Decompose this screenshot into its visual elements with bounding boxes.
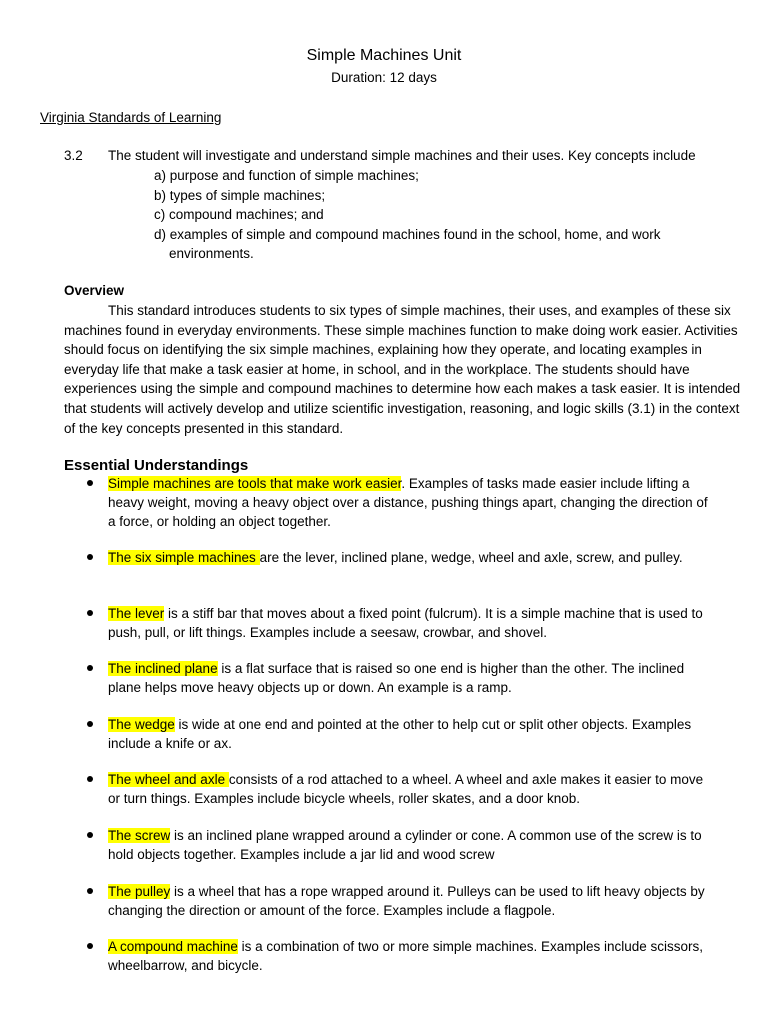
highlighted-term: The wedge	[108, 717, 175, 732]
bullet-icon	[87, 721, 93, 727]
item-description: is an inclined plane wrapped around a cylinder or cone. A common use of the screw is to hold objects together. Examples include a jar lid and wood screw	[108, 828, 702, 862]
key-concepts-list	[154, 166, 714, 264]
bullet-icon	[87, 480, 93, 486]
document-duration: Duration: 12 days	[331, 70, 437, 85]
highlighted-term: The screw	[108, 828, 171, 843]
item-description: is wide at one end and pointed at the other to help cut or split other objects. Examples include a knife or ax.	[108, 717, 692, 751]
list-item-text	[108, 474, 718, 531]
bullet-icon	[87, 554, 93, 560]
highlighted-term: The lever	[108, 606, 165, 621]
bullet-icon	[87, 832, 93, 838]
item-description: is a combination of two or more simple machines. Examples include scissors, wheelbarrow, and bicycle.	[108, 939, 704, 973]
overview-heading: Overview	[64, 283, 125, 298]
item-description: is a flat surface that is raised so one end is higher than the other. The inclined plane helps move heavy objects up or down. An example is a ramp.	[108, 661, 685, 695]
key-concept-item: b) types of simple machines;	[154, 187, 326, 203]
bullet-icon	[87, 665, 93, 671]
highlighted-term: A compound machine	[108, 939, 238, 954]
item-description: is a wheel that has a rope wrapped around it. Pulleys can be used to lift heavy objects by changing the direction or amount of the force. Examples include a flagpole.	[108, 884, 705, 918]
key-concept-item: c) compound machines; and	[154, 207, 324, 223]
key-concept-item: d) examples of simple and compound machines found in the school, home, and work environments.	[154, 226, 661, 262]
list-item-text	[108, 826, 718, 864]
standard-text: The student will investigate and understand simple machines and their uses. Key concepts include	[108, 148, 696, 163]
standard-number: 3.2	[64, 148, 83, 163]
list-item-text	[108, 548, 718, 567]
overview-paragraph: This standard introduces students to six types of simple machines, their uses, and examples of these six machines found in everyday environments. These simple machines function to make doing work easier. Activities should focus on identifying the six simple machines, explaining how they operate, and locating examples in everyday life that make a task easier at home, in school, and in the workplace. The students should have experiences using the simple and compound machines to determine how each makes a task easier. It is intended that students will actively develop and utilize scientific investigation, reasoning, and logic skills (3.1) in the context of the key concepts presented in this standard.	[64, 303, 741, 436]
list-item-text	[108, 770, 718, 808]
bullet-icon	[87, 943, 93, 949]
item-description: consists of a rod attached to a wheel. A wheel and axle makes it easier to move or turn things. Examples include bicycle wheels, roller skates, and a door knob.	[108, 772, 704, 806]
list-item-text	[108, 659, 718, 697]
bullet-icon	[87, 776, 93, 782]
list-item-text	[108, 882, 718, 920]
item-description: . Examples of tasks made easier include lifting a heavy weight, moving a heavy object over a distance, pushing things apart, changing the direction of a force, or holding an object together.	[108, 476, 708, 529]
item-description: is a stiff bar that moves about a fixed point (fulcrum). It is a simple machine that is used to push, pull, or lift things. Examples include a seesaw, crowbar, and shovel.	[108, 606, 703, 640]
item-description: are the lever, inclined plane, wedge, wheel and axle, screw, and pulley.	[259, 550, 683, 565]
highlighted-term: The pulley	[108, 884, 171, 899]
standards-heading: Virginia Standards of Learning	[40, 110, 222, 125]
key-concept-item: a) purpose and function of simple machines;	[154, 168, 419, 183]
list-item-text	[108, 715, 718, 753]
list-item-text	[108, 604, 718, 642]
highlighted-term: The wheel and axle	[108, 772, 229, 787]
highlighted-term: Simple machines are tools that make work easier	[108, 476, 402, 491]
bullet-icon	[87, 610, 93, 616]
bullet-icon	[87, 888, 93, 894]
highlighted-term: The inclined plane	[108, 661, 218, 676]
highlighted-term: The six simple machines	[108, 550, 260, 565]
essential-understandings-heading: Essential Understandings	[64, 457, 249, 474]
document-title: Simple Machines Unit	[306, 47, 462, 64]
list-item-text	[108, 937, 718, 975]
